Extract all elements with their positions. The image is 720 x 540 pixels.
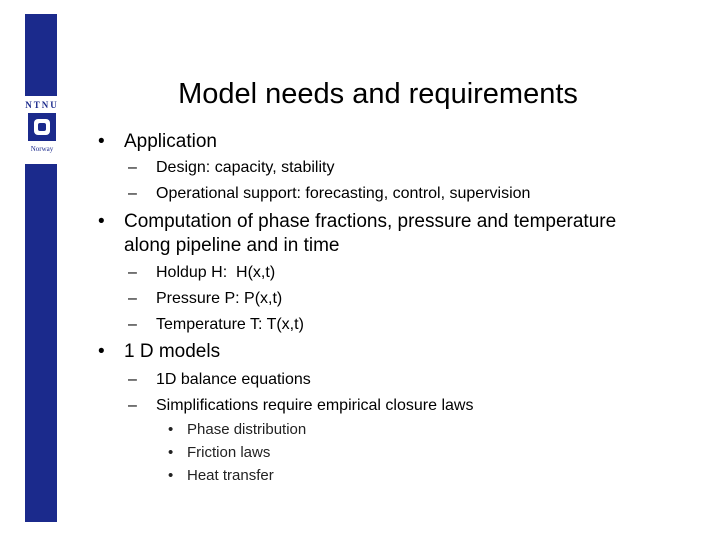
dash-marker: – — [128, 371, 137, 388]
sub-bullet-item — [128, 158, 334, 178]
dash-marker: – — [128, 316, 137, 333]
logo-emblem-icon — [28, 113, 56, 141]
sub-bullet-item — [128, 184, 530, 204]
bullet-item — [98, 130, 217, 154]
bullet-text-line: along pipeline and in time — [124, 235, 340, 256]
sub-sub-bullet-item — [168, 443, 270, 462]
dash-marker: – — [128, 159, 137, 176]
sub-bullet-text: Operational support: forecasting, control, supervision — [156, 185, 531, 202]
sub-bullet-text: Pressure P: P(x,t) — [156, 290, 283, 307]
sub-bullet-item — [128, 289, 282, 309]
sub-bullet-text: Simplifications require empirical closure laws — [156, 397, 474, 414]
bullet-text: Application — [124, 131, 217, 152]
sub-bullet-text: Holdup H: H(x,t) — [156, 264, 276, 281]
ntnu-logo — [25, 96, 59, 164]
bullet-text: 1 D models — [124, 341, 221, 362]
bullet-marker: • — [98, 341, 105, 362]
sub-bullet-text: Temperature T: T(x,t) — [156, 316, 304, 333]
sub-bullet-item — [128, 396, 473, 416]
sub-sub-bullet-text: Heat transfer — [187, 467, 274, 484]
logo-subtitle: Norway — [30, 145, 54, 153]
sub-bullet-text: 1D balance equations — [156, 371, 311, 388]
sub-sub-bullet-text: Friction laws — [187, 444, 271, 461]
dash-marker: – — [128, 185, 137, 202]
sub-sub-bullet-item — [168, 466, 274, 485]
dash-marker: – — [128, 264, 137, 281]
bullet-item — [98, 210, 616, 258]
dash-marker: – — [128, 290, 137, 307]
bullet-marker: • — [168, 467, 174, 484]
bullet-item — [98, 340, 220, 364]
sub-sub-bullet-text: Phase distribution — [187, 421, 307, 438]
slide-title: Model needs and requirements — [178, 78, 578, 110]
logo-name: NTNU — [25, 100, 59, 110]
sub-bullet-item — [128, 370, 311, 390]
bullet-text — [124, 210, 616, 258]
bullet-marker: • — [168, 444, 174, 461]
sub-bullet-text: Design: capacity, stability — [156, 159, 335, 176]
side-accent-bar — [25, 14, 57, 522]
bullet-marker: • — [168, 421, 174, 438]
bullet-text-line: Computation of phase fractions, pressure and temperature — [124, 211, 617, 232]
dash-marker: – — [128, 397, 137, 414]
sub-sub-bullet-item — [168, 420, 306, 439]
sub-bullet-item — [128, 263, 275, 283]
bullet-marker: • — [98, 211, 105, 232]
sub-bullet-item — [128, 315, 304, 335]
bullet-marker: • — [98, 131, 105, 152]
